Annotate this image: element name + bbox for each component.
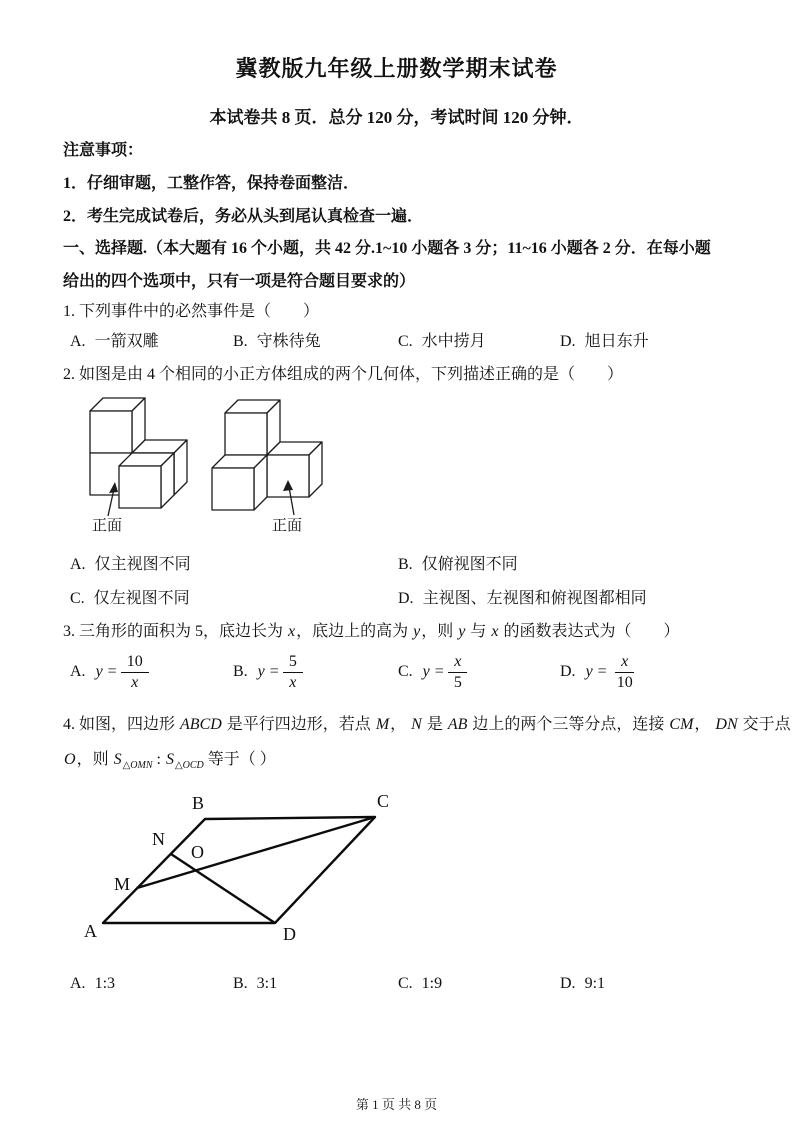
math-var: N	[411, 716, 422, 733]
math-var: ABCD	[180, 716, 222, 733]
denominator: 10	[616, 673, 633, 691]
option-text: 一箭双雕	[94, 333, 159, 350]
stem-text: 交于点	[738, 716, 791, 733]
option-label: D.	[398, 590, 414, 607]
math-var: AB	[447, 716, 468, 733]
denominator: 5	[453, 673, 462, 691]
right-front-label: 正面	[272, 518, 303, 534]
option-label: C.	[398, 333, 413, 350]
q3-options	[63, 646, 773, 702]
section-heading-line1: 一、选择题.（本大题有 16 个小题，共 42 分.1~10 小题各 3 分；11~16 小题各 2 分．在每小题	[63, 240, 711, 257]
option-label: D.	[560, 663, 576, 680]
option-text: 守株待兔	[256, 333, 321, 350]
option-text: 仅俯视图不同	[421, 556, 518, 573]
stem-text: ，	[390, 716, 411, 733]
math-subscript: △OMN	[122, 760, 153, 771]
stem-text: ，底边上的高为	[296, 623, 413, 640]
numerator: x	[615, 652, 634, 673]
cube-solids-figure	[68, 388, 368, 538]
equals-sign: =	[434, 663, 444, 680]
denominator: x	[289, 673, 297, 691]
stem-text: 4. 如图，四边形	[63, 716, 180, 733]
left-solid	[90, 398, 187, 508]
math-var: CM	[669, 716, 694, 733]
q2-option-a	[70, 552, 191, 578]
notice-heading: 注意事项：	[63, 142, 144, 159]
math-lhs: y	[585, 663, 593, 680]
numerator: x	[448, 652, 467, 673]
equals-sign: =	[107, 663, 117, 680]
right-solid	[212, 400, 322, 510]
vertex-label-d: D	[283, 924, 296, 944]
stem-text: 等于（ ）	[203, 751, 276, 768]
q2-option-d	[398, 586, 647, 612]
q1-option-a	[70, 329, 159, 355]
q3-option-d	[560, 646, 639, 698]
q4-option-a	[70, 971, 115, 997]
stem-text: ，则	[76, 751, 113, 768]
option-label: A.	[70, 556, 86, 573]
math-var: M	[375, 716, 390, 733]
option-label: C.	[398, 975, 413, 992]
option-label: B.	[233, 663, 248, 680]
q1-stem: 1. 下列事件中的必然事件是（ ）	[63, 303, 320, 320]
q1-option-c	[398, 329, 486, 355]
page-title: 冀教版九年级上册数学期末试卷	[235, 56, 558, 81]
option-label: B.	[233, 975, 248, 992]
option-text: 1:9	[421, 975, 443, 992]
option-label: C.	[70, 590, 85, 607]
q3-option-b	[233, 646, 303, 698]
q1-option-b	[233, 329, 321, 355]
math-lhs: y	[257, 663, 265, 680]
option-label: B.	[398, 556, 413, 573]
fraction	[448, 652, 468, 693]
option-label: A.	[70, 663, 86, 680]
notice-item-2: 2．考生完成试卷后，务必从头到尾认真检查一遍．	[63, 208, 424, 225]
section-heading-line2: 给出的四个选项中，只有一项是符合题目要求的）	[63, 273, 416, 290]
math-var: DN	[715, 716, 738, 733]
math-subscript: △OCD	[174, 760, 204, 771]
stem-text: 与	[466, 623, 491, 640]
q2-option-c	[70, 586, 190, 612]
parallelogram-lines	[103, 817, 375, 923]
denominator: x	[131, 673, 139, 691]
point-label-o: O	[191, 842, 204, 862]
q4-option-d	[560, 971, 605, 997]
numerator: 10	[121, 652, 149, 673]
math-var: S	[165, 751, 174, 768]
q4-option-c	[398, 971, 442, 997]
option-text: 主视图、左视图和俯视图都相同	[422, 590, 647, 607]
option-label: D.	[560, 975, 576, 992]
option-text: 3:1	[256, 975, 278, 992]
notice-item-1: 1．仔细审题，工整作答，保持卷面整洁．	[63, 175, 360, 192]
fraction	[121, 652, 149, 693]
stem-text: 3. 三角形的面积为 5，底边长为	[63, 623, 288, 640]
parallelogram-figure	[60, 787, 420, 959]
exam-subtitle: 本试卷共 8 页．总分 120 分，考试时间 120 分钟．	[209, 108, 584, 127]
q2-option-b	[398, 552, 518, 578]
stem-text: 是平行四边形，若点	[222, 716, 375, 733]
stem-text: ，	[694, 716, 715, 733]
q4-stem-line1	[63, 712, 791, 738]
math-var: S	[113, 751, 122, 768]
stem-text: 是	[422, 716, 447, 733]
q4-stem-line2	[63, 747, 276, 779]
option-label: C.	[398, 663, 413, 680]
option-text: 1:3	[94, 975, 116, 992]
math-lhs: y	[95, 663, 103, 680]
equals-sign: =	[269, 663, 279, 680]
left-front-label: 正面	[92, 518, 123, 534]
math-var: y	[458, 623, 466, 640]
fraction	[611, 652, 639, 693]
point-label-n: N	[152, 829, 165, 849]
option-text: 9:1	[584, 975, 606, 992]
numerator: 5	[283, 652, 303, 673]
option-label: D.	[560, 333, 576, 350]
point-label-m: M	[114, 874, 131, 894]
vertex-label-a: A	[84, 921, 97, 941]
stem-text: :	[152, 751, 165, 768]
option-text: 水中捞月	[421, 333, 486, 350]
vertex-label-b: B	[192, 793, 205, 813]
option-label: A.	[70, 333, 86, 350]
stem-text: 的函数表达式为（ ）	[499, 623, 680, 640]
stem-text: ，则	[421, 623, 458, 640]
stem-text: 边上的两个三等分点，连接	[468, 716, 669, 733]
option-text: 仅主视图不同	[94, 556, 191, 573]
equals-sign: =	[597, 663, 607, 680]
math-lhs: y	[422, 663, 430, 680]
page-footer: 第 1 页 共 8 页	[355, 1097, 438, 1112]
fraction	[283, 652, 303, 693]
q3-stem	[63, 619, 680, 645]
math-var: x	[288, 623, 296, 640]
option-text: 旭日东升	[584, 333, 649, 350]
q3-option-a	[70, 646, 149, 698]
math-var: x	[491, 623, 499, 640]
math-var: O	[64, 751, 76, 768]
q3-option-c	[398, 646, 468, 698]
option-label: B.	[233, 333, 248, 350]
math-var: y	[413, 623, 421, 640]
vertex-label-c: C	[377, 791, 390, 811]
q2-stem: 2. 如图是由 4 个相同的小正方体组成的两个几何体，下列描述正确的是（ ）	[63, 366, 624, 383]
q4-option-b	[233, 971, 277, 997]
option-text: 仅左视图不同	[93, 590, 190, 607]
option-label: A.	[70, 975, 86, 992]
q1-option-d	[560, 329, 649, 355]
